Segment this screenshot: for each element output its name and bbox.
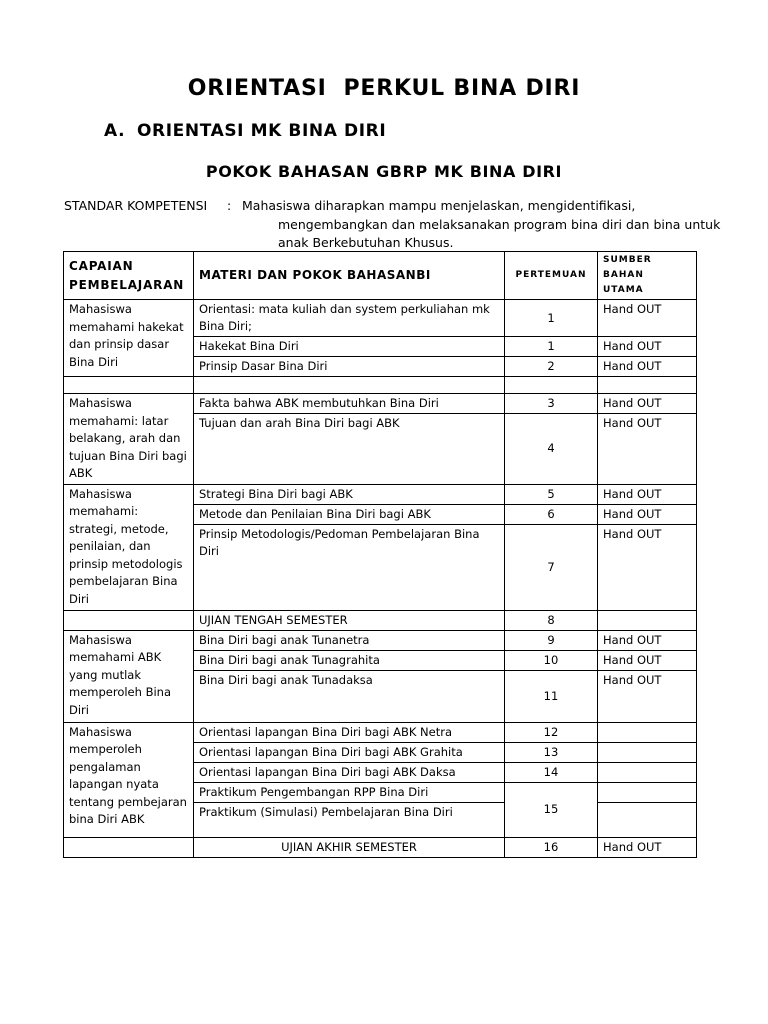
- table-row: [64, 722, 697, 742]
- sumber-cell: Hand OUT: [598, 394, 697, 414]
- materi-cell: Orientasi lapangan Bina Diri bagi ABK Daksa: [194, 762, 505, 782]
- capaian-cell: Mahasiswa memahami ABK yang mutlak memperoleh Bina Diri: [64, 630, 194, 722]
- pertemuan-cell: 14: [505, 762, 598, 782]
- sumber-cell: [598, 802, 697, 837]
- standar-kompetensi-text-line-1: Mahasiswa diharapkan mampu menjelaskan, mengidentifikasi,: [242, 198, 636, 213]
- standar-kompetensi-label: STANDAR KOMPETENSI: [64, 198, 208, 213]
- materi-cell: Bina Diri bagi anak Tunanetra: [194, 630, 505, 650]
- empty-cell: [505, 377, 598, 394]
- section-heading: [104, 121, 386, 141]
- sub-title: POKOK BAHASAN GBRP MK BINA DIRI: [205, 162, 563, 181]
- sumber-cell: Hand OUT: [598, 670, 697, 722]
- sumber-cell: [598, 722, 697, 742]
- materi-cell: Metode dan Penilaian Bina Diri bagi ABK: [194, 504, 505, 524]
- document-title: ORIENTASI PERKUL BINA DIRI: [187, 76, 581, 101]
- pertemuan-cell: 16: [505, 837, 598, 857]
- sumber-cell: Hand OUT: [598, 414, 697, 484]
- pertemuan-cell: 15: [505, 782, 598, 837]
- materi-cell: Praktikum Pengembangan RPP Bina Diri: [194, 782, 505, 802]
- sumber-cell: [598, 742, 697, 762]
- pertemuan-cell: 7: [505, 524, 598, 610]
- materi-cell: UJIAN AKHIR SEMESTER: [194, 837, 505, 857]
- empty-cell: [194, 377, 505, 394]
- sumber-cell: [598, 762, 697, 782]
- pertemuan-cell: 12: [505, 722, 598, 742]
- materi-cell: UJIAN TENGAH SEMESTER: [194, 610, 505, 630]
- capaian-cell: Mahasiswa memahami: strategi, metode, penilaian, dan prinsip metodologis pembelajaran Bina Diri: [64, 484, 194, 610]
- header-capaian-line-2: PEMBELAJARAN: [69, 277, 185, 292]
- sumber-cell: Hand OUT: [598, 337, 697, 357]
- materi-cell: Orientasi lapangan Bina Diri bagi ABK Grahita: [194, 742, 505, 762]
- header-sumber-line-2: BAHAN: [603, 270, 644, 280]
- pertemuan-cell: 5: [505, 484, 598, 504]
- header-sumber: [598, 252, 697, 300]
- materi-cell: Strategi Bina Diri bagi ABK: [194, 484, 505, 504]
- table-row: [64, 394, 697, 414]
- pertemuan-cell: 2: [505, 357, 598, 377]
- capaian-cell: Mahasiswa memahami hakekat dan prinsip dasar Bina Diri: [64, 300, 194, 377]
- materi-cell: Bina Diri bagi anak Tunagrahita: [194, 650, 505, 670]
- pertemuan-cell: 4: [505, 414, 598, 484]
- header-materi: MATERI DAN POKOK BAHASANBI: [194, 252, 505, 300]
- header-sumber-line-3: UTAMA: [603, 285, 644, 295]
- materi-cell: Orientasi: mata kuliah dan system perkuliahan mk Bina Diri;: [194, 300, 505, 337]
- pertemuan-cell: 1: [505, 337, 598, 357]
- materi-cell: Bina Diri bagi anak Tunadaksa: [194, 670, 505, 722]
- capaian-cell: Mahasiswa memperoleh pengalaman lapangan nyata tentang pembejaran bina Diri ABK: [64, 722, 194, 837]
- empty-cell: [598, 377, 697, 394]
- gbrp-table: [63, 251, 697, 858]
- pertemuan-cell: 3: [505, 394, 598, 414]
- sumber-cell: [598, 782, 697, 802]
- standar-kompetensi-text-line-2: mengembangkan dan melaksanakan program bina diri dan bina untuk: [278, 217, 721, 232]
- table-row: [64, 630, 697, 650]
- materi-cell: Prinsip Metodologis/Pedoman Pembelajaran Bina Diri: [194, 524, 505, 610]
- materi-cell: Orientasi lapangan Bina Diri bagi ABK Netra: [194, 722, 505, 742]
- pertemuan-cell: 1: [505, 300, 598, 337]
- pertemuan-cell: 8: [505, 610, 598, 630]
- header-pertemuan: PERTEMUAN: [505, 252, 598, 300]
- pertemuan-cell: 6: [505, 504, 598, 524]
- materi-cell: Praktikum (Simulasi) Pembelajaran Bina Diri: [194, 802, 505, 837]
- materi-cell: Fakta bahwa ABK membutuhkan Bina Diri: [194, 394, 505, 414]
- section-title: ORIENTASI MK BINA DIRI: [137, 121, 387, 141]
- sumber-cell: Hand OUT: [598, 630, 697, 650]
- header-sumber-line-1: SUMBER: [603, 255, 652, 265]
- materi-cell: Prinsip Dasar Bina Diri: [194, 357, 505, 377]
- header-capaian: [64, 252, 194, 300]
- table-row: [64, 837, 697, 857]
- materi-cell: Tujuan dan arah Bina Diri bagi ABK: [194, 414, 505, 484]
- materi-cell: Hakekat Bina Diri: [194, 337, 505, 357]
- sumber-cell: Hand OUT: [598, 524, 697, 610]
- sumber-cell: Hand OUT: [598, 484, 697, 504]
- table-header-row: [64, 252, 697, 300]
- capaian-cell: Mahasiswa memahami: latar belakang, arah dan tujuan Bina Diri bagi ABK: [64, 394, 194, 485]
- pertemuan-cell: 11: [505, 670, 598, 722]
- empty-cell: [64, 377, 194, 394]
- sumber-cell: [598, 610, 697, 630]
- table-row: [64, 300, 697, 337]
- sumber-cell: Hand OUT: [598, 357, 697, 377]
- table-row: [64, 484, 697, 504]
- sumber-cell: Hand OUT: [598, 650, 697, 670]
- sumber-cell: Hand OUT: [598, 300, 697, 337]
- sumber-cell: Hand OUT: [598, 504, 697, 524]
- table-row: [64, 610, 697, 630]
- pertemuan-cell: 13: [505, 742, 598, 762]
- pertemuan-cell: 10: [505, 650, 598, 670]
- pertemuan-cell: 9: [505, 630, 598, 650]
- header-capaian-line-1: CAPAIAN: [69, 258, 134, 273]
- standar-kompetensi-colon: :: [227, 198, 232, 213]
- empty-cell: [64, 610, 194, 630]
- sumber-cell: Hand OUT: [598, 837, 697, 857]
- standar-kompetensi-text-line-3: anak Berkebutuhan Khusus.: [278, 235, 454, 250]
- table-spacer-row: [64, 377, 697, 394]
- section-letter: A.: [104, 121, 126, 141]
- empty-cell: [64, 837, 194, 857]
